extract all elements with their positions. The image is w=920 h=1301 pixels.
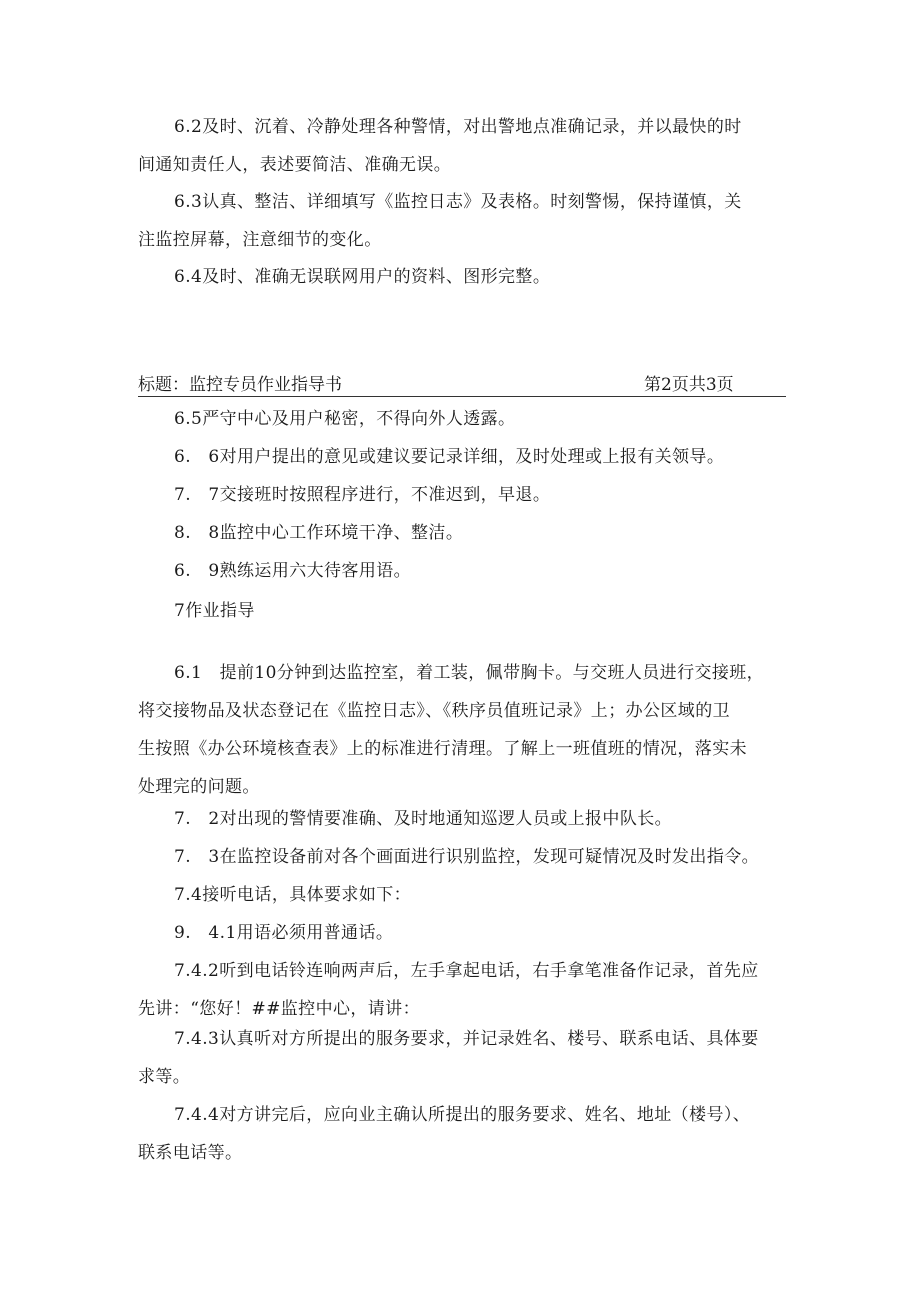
paragraph-line: 7. 3在监控设备前对各个画面进行识别监控，发现可疑情况及时发出指令。: [174, 847, 760, 867]
paragraph-line: 7. 7交接班时按照程序进行，不准迟到，早退。: [174, 485, 551, 505]
paragraph-6-9: [138, 552, 786, 590]
paragraph-line: 9. 4.1用语必须用普通话。: [174, 923, 394, 943]
paragraph-line: 6.2及时、沉着、冷静处理各种警情，对出警地点准确记录，并以最快的时: [174, 117, 742, 137]
paragraph-line: 6.5严守中心及用户秘密，不得向外人透露。: [174, 409, 516, 429]
paragraph-7-4: [138, 876, 786, 914]
paragraph-line: 7.4接听电话，具体要求如下：: [174, 885, 412, 905]
paragraph-line: 6. 6对用户提出的意见或建议要记录详细，及时处理或上报有关领导。: [174, 447, 725, 467]
paragraph-line: 先讲：“您好！##监控中心，请讲：: [138, 999, 420, 1019]
paragraph-line: 注监控屏幕，注意细节的变化。: [138, 230, 382, 250]
paragraph-7-1: [138, 654, 786, 806]
paragraph-7-4-3: [138, 1020, 786, 1096]
paragraph-line: 求等。: [138, 1067, 191, 1087]
paragraph-line: 生按照《办公环境核查表》上的标准进行清理。了解上一班值班的情况，落实未: [138, 739, 747, 759]
paragraph-6-8: [138, 514, 786, 552]
paragraph-line: 处理完的问题。: [138, 777, 260, 797]
paragraph-line: 7.4.3认真听对方所提出的服务要求，并记录姓名、楼号、联系电话、具体要: [174, 1029, 759, 1049]
paragraph-line: 6.1 提前10分钟到达监控室，着工装，佩带胸卡。与交班人员进行交接班，: [174, 663, 765, 683]
paragraph-6-5: [138, 400, 786, 438]
paragraph-line: 6. 9熟练运用六大待客用语。: [174, 561, 412, 581]
paragraph-6-2: [138, 108, 786, 184]
paragraph-6-7: [138, 476, 786, 514]
paragraph-line: 将交接物品及状态登记在《监控日志》、《秩序员值班记录》上；办公区域的卫: [138, 701, 730, 721]
paragraph-7-2: [138, 800, 786, 838]
paragraph-7-4-4: [138, 1096, 786, 1172]
paragraph-line: 间通知责任人，表述要简洁、准确无误。: [138, 155, 452, 175]
paragraph-line: 联系电话等。: [138, 1143, 243, 1163]
paragraph-7-4-2: [138, 952, 786, 1028]
paragraph-6-3: [138, 183, 786, 259]
section-heading-7: [138, 592, 786, 630]
page-header: [138, 368, 786, 397]
header-page-info: 第2页共3页: [644, 375, 734, 395]
paragraph-line: 7.4.2听到电话铃连响两声后，左手拿起电话，右手拿笔准备作记录，首先应: [174, 961, 759, 981]
paragraph-6-4: [138, 258, 786, 296]
section-heading-text: 7作业指导: [174, 601, 255, 621]
paragraph-7-4-1: [138, 914, 786, 952]
paragraph-line: 6.3认真、整洁、详细填写《监控日志》及表格。时刻警惕，保持谨慎，关: [174, 192, 742, 212]
paragraph-line: 7.4.4对方讲完后，应向业主确认所提出的服务要求、姓名、地址（楼号）、: [174, 1105, 751, 1125]
header-title: 标题：监控专员作业指导书: [138, 375, 342, 395]
paragraph-line: 8. 8监控中心工作环境干净、整洁。: [174, 523, 464, 543]
paragraph-line: 6.4及时、准确无误联网用户的资料、图形完整。: [174, 267, 551, 287]
paragraph-7-3: [138, 838, 786, 876]
paragraph-6-6: [138, 438, 786, 476]
paragraph-line: 7. 2对出现的警情要准确、及时地通知巡逻人员或上报中队长。: [174, 809, 673, 829]
